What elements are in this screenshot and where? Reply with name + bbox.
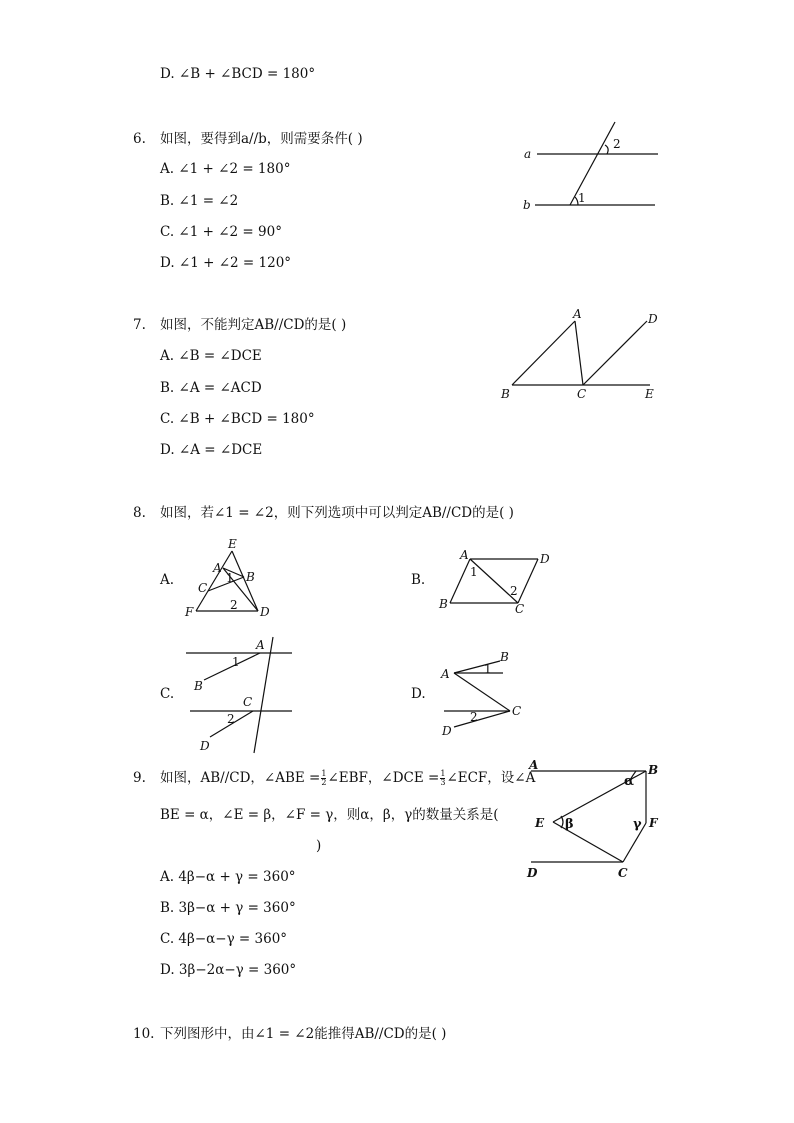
q8-figure-a (180, 535, 280, 625)
q7-line-ba (512, 321, 575, 385)
q7-label-d: D (648, 312, 658, 326)
q7-line-cd (583, 321, 647, 385)
q8c-label-1: 1 (232, 655, 240, 669)
q8-stem: 如图，若∠1 = ∠2，则下列选项中可以判定AB//CD的是( ) (160, 505, 514, 521)
q8-figure-d (430, 645, 535, 740)
q10-number: 10. (133, 1026, 155, 1042)
q7-label-a: A (573, 307, 582, 321)
q8b-line-ab (450, 559, 470, 603)
q8b-label-d: D (540, 552, 550, 566)
q8b-label-2: 2 (510, 584, 518, 598)
q6-stem: 如图，要得到a//b，则需要条件( ) (160, 131, 363, 147)
q6-transversal (570, 122, 615, 205)
q8-figure-b (430, 545, 560, 620)
q7-figure (495, 305, 670, 405)
q7-option-a: A. ∠B = ∠DCE (160, 348, 262, 364)
q6-label-b: b (523, 198, 531, 212)
q6-figure (515, 118, 665, 218)
q9-label-alpha: α (624, 774, 635, 789)
q6-label-1: 1 (578, 191, 586, 205)
q8b-line-dc (518, 559, 538, 603)
q9-option-d: D. 3β−2α−γ = 360° (160, 962, 297, 978)
q8d-label-a: A (441, 667, 450, 681)
q7-option-d: D. ∠A = ∠DCE (160, 442, 263, 458)
q8a-label-b: B (246, 570, 255, 584)
q6-option-c: C. ∠1 + ∠2 = 90° (160, 224, 282, 240)
q9-label-f: F (649, 816, 658, 830)
q8c-label-b: B (194, 679, 203, 693)
q9-option-c: C. 4β−α−γ = 360° (160, 931, 288, 947)
q8-number: 8. (133, 505, 146, 521)
q8b-label-1: 1 (470, 565, 478, 579)
q8d-label-1: 1 (484, 662, 492, 676)
q9-number: 9. (133, 770, 146, 786)
q6-label-2: 2 (613, 137, 621, 151)
q8a-label-d: D (260, 605, 270, 619)
q8c-label-d: D (200, 739, 210, 753)
q8d-label-d: D (442, 724, 452, 738)
q9-label-a: A (529, 758, 539, 772)
q8-option-d-label: D. (411, 686, 426, 702)
q8a-label-a: A (213, 561, 222, 575)
q5-option-d: D. ∠B + ∠BCD = 180° (160, 66, 316, 82)
q9-stem-part-a: 如图，AB//CD，∠ABE = (160, 770, 321, 786)
q7-line-ac (575, 321, 583, 385)
q6-label-a: a (524, 147, 532, 161)
q9-stem-part-b: ∠EBF，∠DCE = (327, 770, 440, 786)
q6-option-a: A. ∠1 + ∠2 = 180° (160, 161, 291, 177)
q9-label-e: E (535, 816, 545, 830)
q8b-label-b: B (439, 597, 448, 611)
q6-option-b: B. ∠1 = ∠2 (160, 193, 239, 209)
q8-option-c-label: C. (160, 686, 175, 702)
q9-stem-line3: ) (316, 838, 322, 854)
q9-label-gamma: γ (633, 817, 642, 832)
q8c-label-c: C (243, 695, 253, 709)
q7-option-c: C. ∠B + ∠BCD = 180° (160, 411, 315, 427)
q9-label-b: B (648, 763, 659, 777)
q9-stem-part-c: ∠ECF，设∠A (446, 770, 536, 786)
q8b-label-a: A (460, 548, 469, 562)
q8d-label-b: B (500, 650, 509, 664)
q8a-label-f: F (185, 605, 194, 619)
q8a-label-e: E (228, 537, 237, 551)
q7-number: 7. (133, 317, 146, 333)
q9-figure (520, 755, 670, 880)
q7-stem: 如图，不能判定AB//CD的是( ) (160, 317, 347, 333)
q9-fraction-2: $\frac{1}{3}$ (440, 769, 446, 787)
q7-label-e: E (645, 387, 654, 401)
q9-line-ec (553, 822, 623, 862)
q9-fraction-1: $\frac{1}{2}$ (321, 769, 327, 787)
q8-option-a-label: A. (160, 572, 175, 588)
q9-label-beta: β (565, 817, 574, 832)
q6-angle2-arc (605, 145, 608, 154)
q7-label-c: C (577, 387, 587, 401)
q8a-label-1: 1 (226, 571, 234, 585)
q6-option-d: D. ∠1 + ∠2 = 120° (160, 255, 292, 271)
q8d-line-cd (454, 711, 510, 727)
q8a-label-c: C (198, 581, 208, 595)
q9-stem-line1 (160, 768, 535, 788)
q9-label-d: D (527, 866, 538, 880)
q8d-line-ac (454, 673, 510, 711)
q7-label-b: B (501, 387, 510, 401)
q8d-line-ab (454, 661, 500, 673)
q10-stem: 下列图形中，由∠1 = ∠2能推得AB//CD的是( ) (160, 1026, 447, 1042)
q8-option-b-label: B. (411, 572, 426, 588)
q9-option-a: A. 4β−α + γ = 360° (160, 869, 296, 885)
q8a-label-2: 2 (230, 598, 238, 612)
q8d-label-c: C (512, 704, 522, 718)
q8d-label-2: 2 (470, 710, 478, 724)
q9-option-b: B. 3β−α + γ = 360° (160, 900, 296, 916)
q6-number: 6. (133, 131, 146, 147)
q7-option-b: B. ∠A = ∠ACD (160, 380, 262, 396)
q8b-label-c: C (515, 602, 525, 616)
q9-stem-line2: BE = α，∠E = β，∠F = γ，则α，β，γ的数量关系是( (160, 807, 499, 823)
q8c-label-2: 2 (227, 712, 235, 726)
q8c-label-a: A (256, 638, 265, 652)
q8-figure-c (180, 635, 305, 755)
q9-label-c: C (618, 866, 628, 880)
